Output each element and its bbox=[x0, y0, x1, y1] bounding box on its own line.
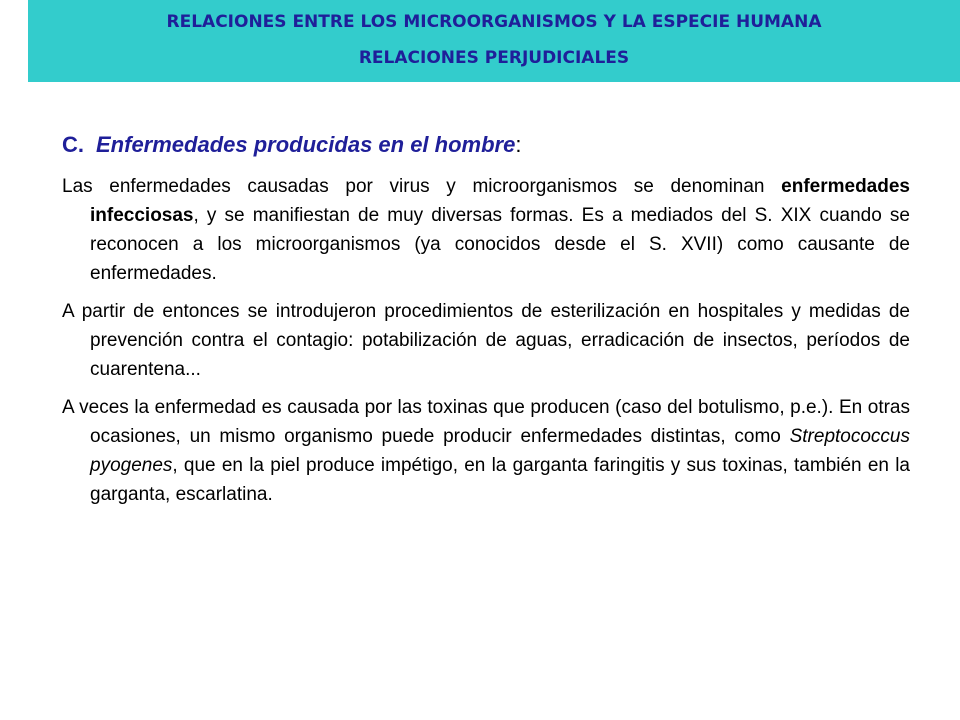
p1-text-b: , y se manifiestan de muy diversas formas. Es a mediados del S. XIX cuando se reconocen a los microorganismos (ya conocidos desde el S. XVII) como causante de enfermedades. bbox=[90, 205, 910, 284]
paragraph-infectious-diseases bbox=[62, 172, 910, 288]
p1-bold-term: enfermedades infecciosas bbox=[90, 176, 910, 226]
slide-content bbox=[62, 130, 910, 518]
title-banner bbox=[28, 0, 960, 82]
p1-text-a: Las enfermedades causadas por virus y microorganismos se denominan bbox=[62, 176, 782, 197]
p3-text-a: A veces la enfermedad es causada por las toxinas que producen (caso del botulismo, p.e.). En otras ocasiones, un mismo organismo puede producir enfermedades distintas, como bbox=[62, 397, 910, 447]
p2-text: A partir de entonces se introdujeron procedimientos de esterilización en hospitales y medidas de prevención contra el contagio: potabilización de aguas, erradicación de insectos, períodos de cuarentena... bbox=[62, 301, 910, 380]
paragraph-sterilization bbox=[62, 297, 910, 384]
section-letter: C. bbox=[62, 132, 84, 157]
banner-title-line2: RELACIONES PERJUDICIALES bbox=[358, 48, 630, 68]
banner-title-line1: RELACIONES ENTRE LOS MICROORGANISMOS Y LA ESPECIE HUMANA bbox=[166, 12, 822, 32]
section-colon: : bbox=[515, 132, 522, 157]
section-heading bbox=[62, 130, 910, 160]
p3-italic-species: Streptococcus pyogenes bbox=[90, 426, 910, 476]
section-title: Enfermedades producidas en el hombre bbox=[96, 132, 516, 157]
paragraph-toxins bbox=[62, 393, 910, 509]
p3-text-b: , que en la piel produce impétigo, en la garganta faringitis y sus toxinas, también en la garganta, escarlatina. bbox=[90, 455, 910, 505]
